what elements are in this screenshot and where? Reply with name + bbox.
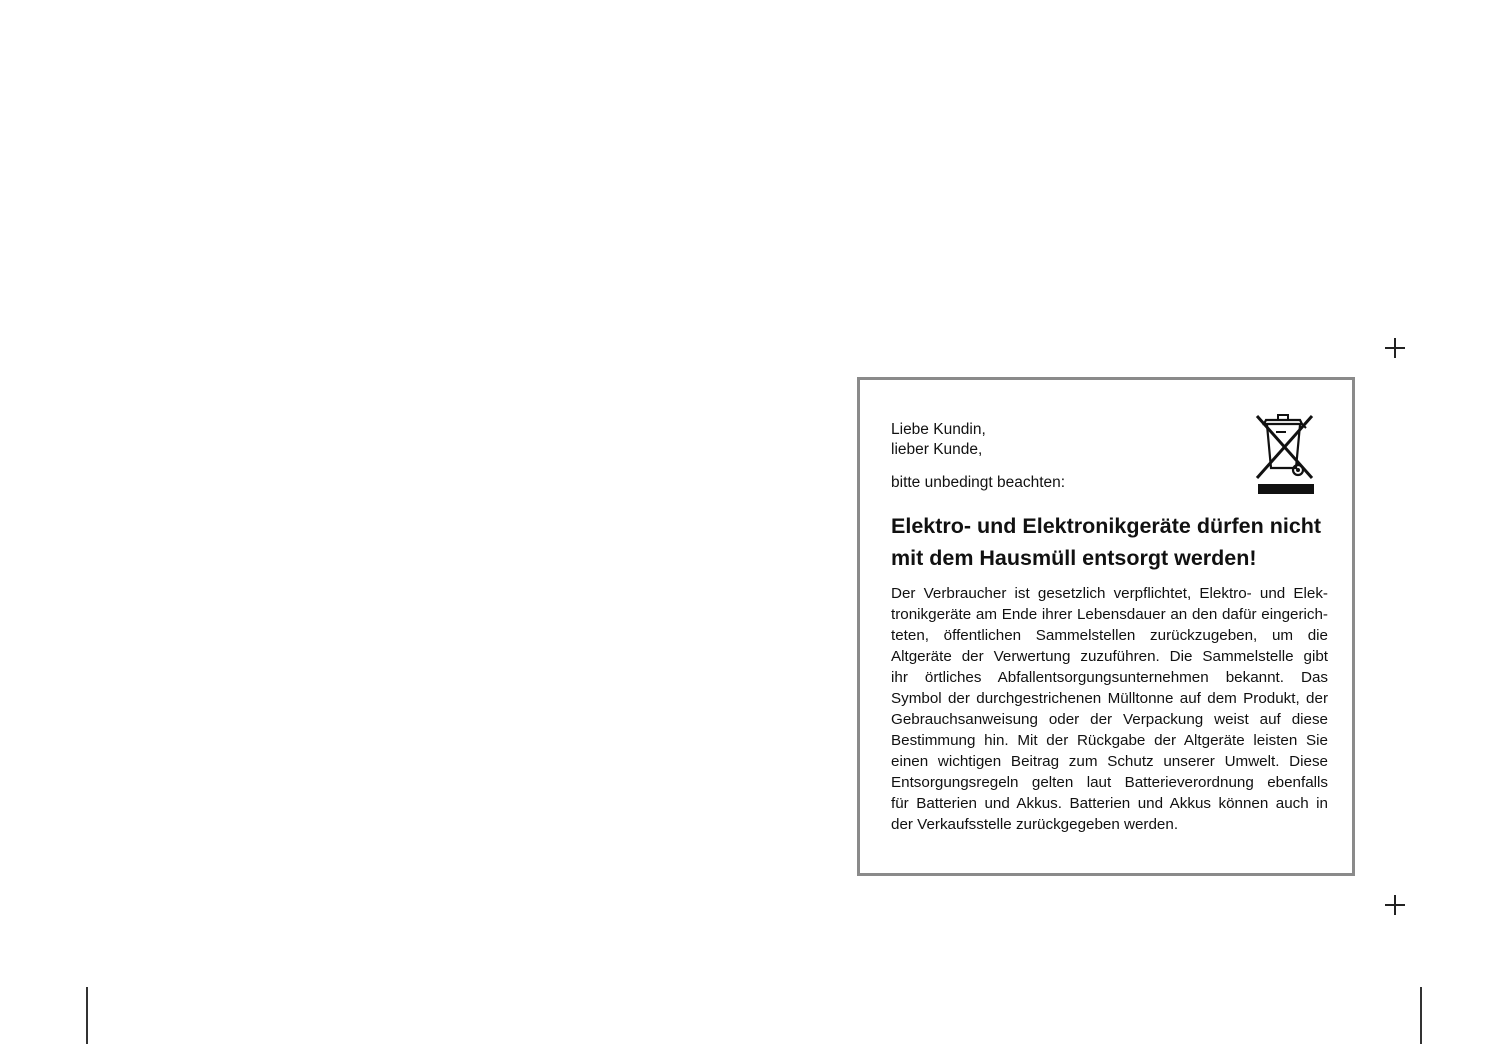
body-line: Entsorgungsregeln gelten laut Batterieverordnung ebenfalls <box>891 774 1328 791</box>
body-line: Gebrauchsanweisung oder der Verpackung weist auf diese <box>891 711 1328 728</box>
greeting <box>891 420 986 460</box>
headline-line-1: Elektro- und Elektronikgeräte dürfen nicht <box>891 514 1322 538</box>
greeting-line-1: Liebe Kundin, <box>891 421 986 438</box>
registration-mark-top <box>1385 338 1405 358</box>
body-line: einen wichtigen Beitrag zum Schutz unserer Umwelt. Diese <box>891 753 1328 770</box>
registration-mark-bottom <box>1385 895 1405 915</box>
body-line: ihr örtliches Abfallentsorgungsunternehmen bekannt. Das <box>891 669 1328 686</box>
body-line: teten, öffentlichen Sammelstellen zurückzugeben, um die <box>891 627 1328 644</box>
trim-line-right <box>1420 987 1422 1044</box>
trim-line-left <box>86 987 88 1044</box>
instruction-text: bitte unbedingt beachten: <box>891 474 1066 491</box>
body-line: für Batterien und Akkus. Batterien und Akkus können auch in <box>891 795 1328 812</box>
body-line: Bestimmung hin. Mit der Rückgabe der Altgeräte leisten Sie <box>891 732 1328 749</box>
body-text <box>891 583 1328 835</box>
body-line: Symbol der durchgestrichenen Mülltonne auf dem Produkt, der <box>891 690 1328 707</box>
body-line: tronikgeräte am Ende ihrer Lebensdauer an den dafür eingerich- <box>891 606 1328 623</box>
body-line: Der Verbraucher ist gesetzlich verpflichtet, Elektro- und Elek- <box>891 585 1328 602</box>
body-line: der Verkaufsstelle zurückgegeben werden. <box>891 816 1179 833</box>
greeting-line-2: lieber Kunde, <box>891 441 983 458</box>
headline-line-2: mit dem Hausmüll entsorgt werden! <box>891 546 1257 570</box>
headline <box>891 510 1331 574</box>
crossed-out-wheelie-bin-icon <box>1254 410 1318 496</box>
weee-notice-box <box>857 377 1355 876</box>
body-line: Altgeräte der Verwertung zuzuführen. Die Sammelstelle gibt <box>891 648 1328 665</box>
